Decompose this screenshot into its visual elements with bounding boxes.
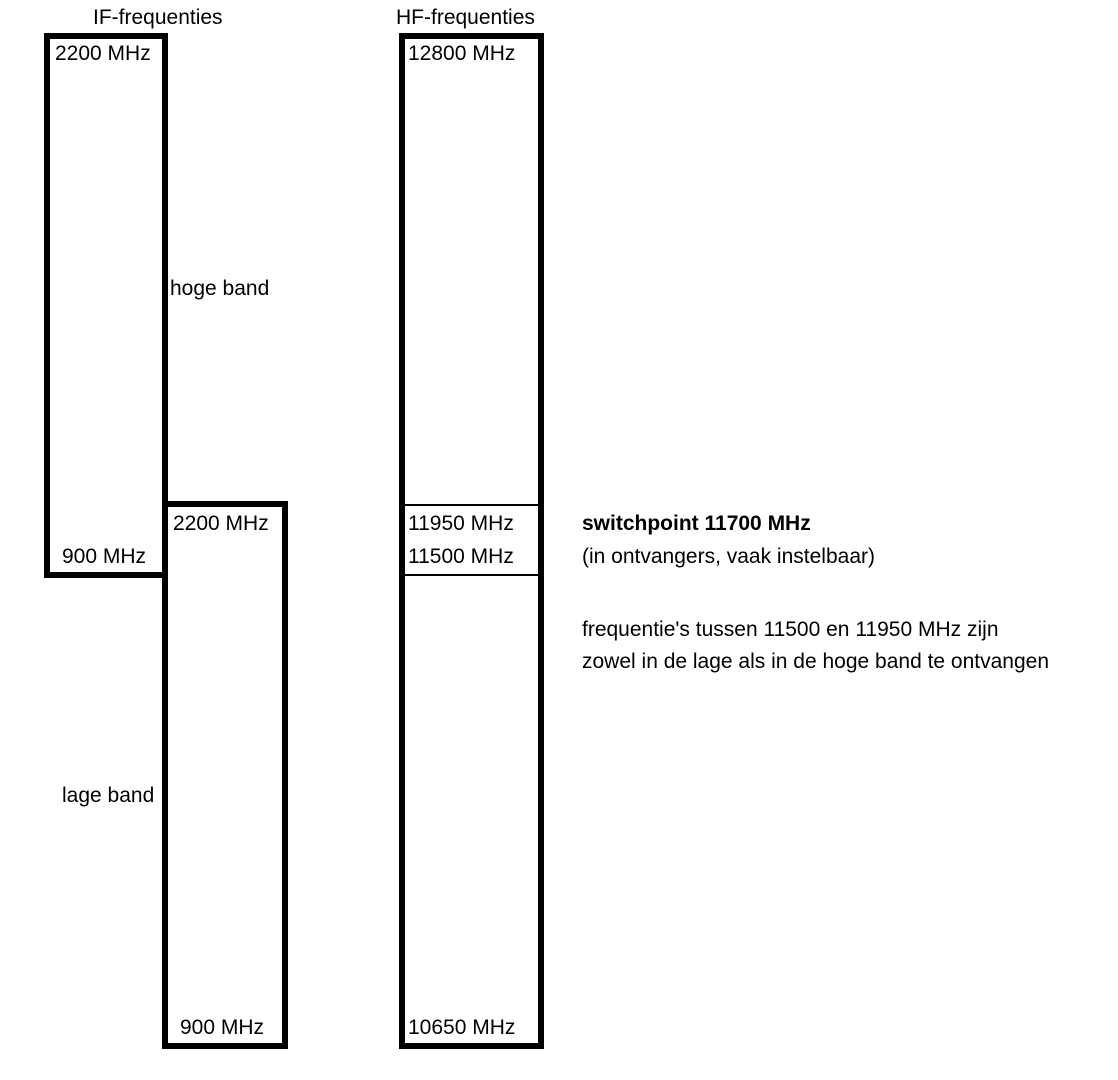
overlap-note-line2: zowel in de lage als in de hoge band te ontvangen — [582, 650, 1050, 673]
if-high-band-bottom-freq: 900 MHz — [62, 545, 147, 568]
if-low-band-bottom-freq: 900 MHz — [180, 1016, 265, 1039]
if-low-band-box — [162, 501, 288, 1049]
hf-top-freq: 12800 MHz — [408, 42, 516, 65]
low-band-label: lage band — [62, 784, 155, 807]
if-high-band-top-freq: 2200 MHz — [55, 42, 151, 65]
switchpoint-detail: (in ontvangers, vaak instelbaar) — [582, 545, 875, 568]
high-band-label: hoge band — [170, 277, 270, 300]
overlap-note-line1: frequentie's tussen 11500 en 11950 MHz zijn — [582, 618, 999, 641]
switchpoint-note: switchpoint 11700 MHz — [582, 512, 811, 535]
hf-band-box — [399, 33, 544, 1049]
overlap-lower-divider — [404, 574, 539, 576]
if-column-title: IF-frequenties — [93, 6, 223, 29]
hf-overlap-bottom-freq: 11500 MHz — [408, 545, 514, 568]
overlap-upper-divider — [404, 504, 539, 506]
hf-overlap-top-freq: 11950 MHz — [408, 512, 514, 535]
if-low-band-top-freq: 2200 MHz — [173, 512, 269, 535]
hf-column-title: HF-frequenties — [396, 6, 535, 29]
hf-bottom-freq: 10650 MHz — [408, 1016, 516, 1039]
if-high-band-box — [44, 33, 168, 578]
